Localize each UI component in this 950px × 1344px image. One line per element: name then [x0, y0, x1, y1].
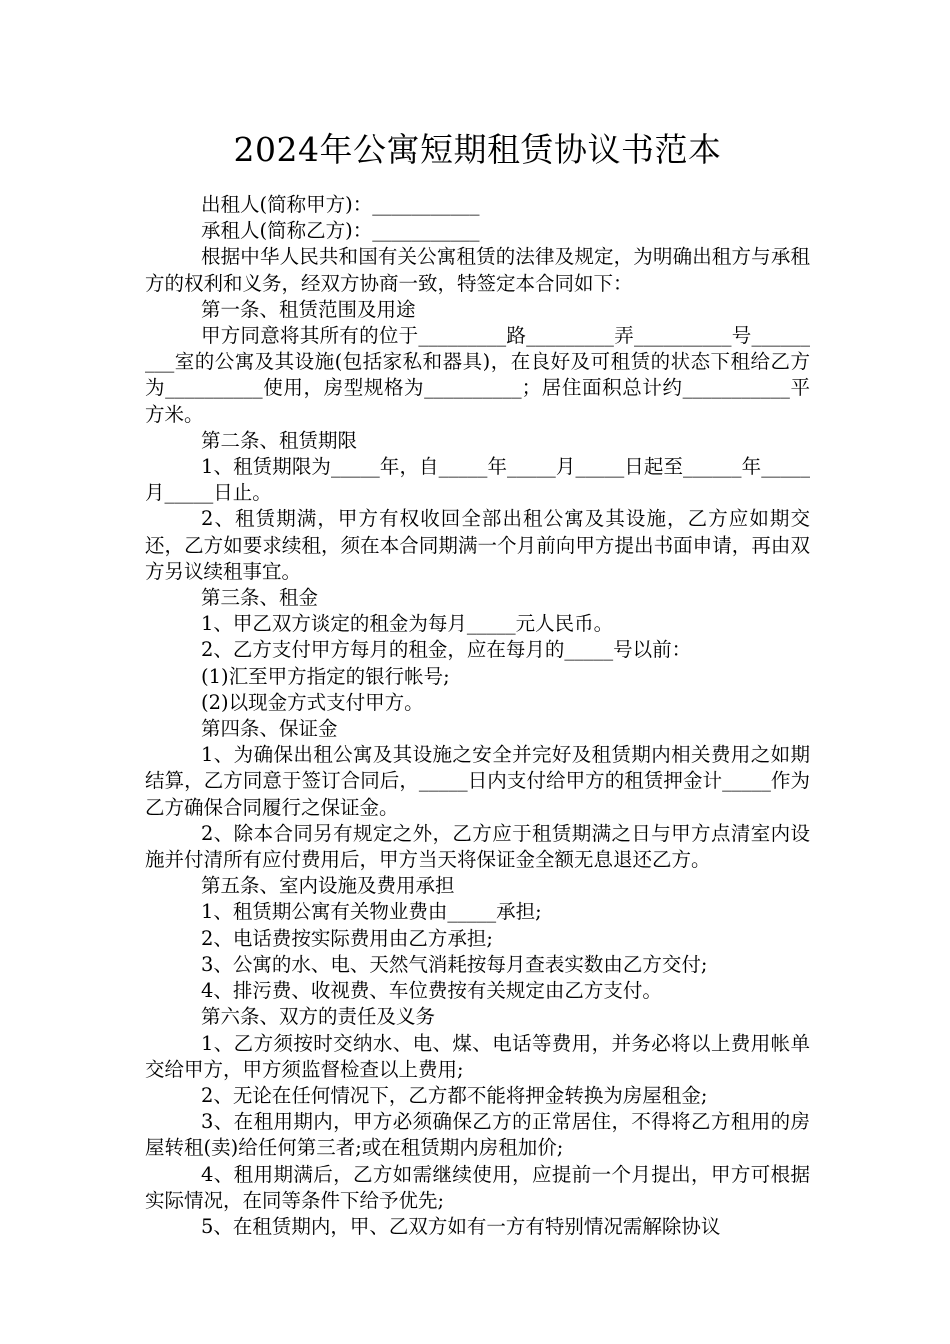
article-2-heading: 第二条、租赁期限 [201, 428, 358, 452]
article-6-clause-5: 5、在租赁期内，甲、乙双方如有一方有特别情况需解除协议 [201, 1214, 721, 1238]
article-6-clause-1: 1、乙方须按时交纳水、电、煤、电话等费用，并务必将以上费用帐单交给甲方，甲方须监督检查以上费用; [145, 1031, 810, 1081]
article-3-heading: 第三条、租金 [201, 586, 319, 610]
article-3-option-1: (1)汇至甲方指定的银行帐号; [201, 664, 450, 688]
document-body [145, 192, 810, 1240]
party-b-line: 承租人(简称乙方)：___________ [201, 219, 480, 243]
article-3-option-2: (2)以现金方式支付甲方。 [201, 690, 424, 714]
article-4-clause-2: 2、除本合同另有规定之外，乙方应于租赁期满之日与甲方点清室内设施并付清所有应付费用后，甲方当天将保证金全额无息退还乙方。 [145, 821, 810, 872]
document-title: 2024年公寓短期租赁协议书范本 [233, 130, 722, 169]
article-6-clause-2: 2、无论在任何情况下，乙方都不能将押金转换为房屋租金; [201, 1083, 708, 1107]
article-1-paragraph: 甲方同意将其所有的位于_________路_________弄__________号_________室的公寓及其设施(包括家私和器具)，在良好及可租赁的状态下租给乙方为__________使用，房型规格为__________；居住面积总计约___________平方米。 [145, 324, 810, 426]
article-6-clause-3: 3、在租用期内，甲方必须确保乙方的正常居住，不得将乙方租用的房屋转租(卖)给任何第三者;或在租赁期内房租加价; [145, 1110, 810, 1160]
article-3-clause-1: 1、甲乙双方谈定的租金为每月_____元人民币。 [201, 612, 614, 636]
article-5-clause-2: 2、电话费按实际费用由乙方承担; [201, 926, 493, 950]
article-4-clause-1: 1、为确保出租公寓及其设施之安全并完好及租赁期内相关费用之如期结算，乙方同意于签订合同后，_____日内支付给甲方的租赁押金计_____作为乙方确保合同履行之保证金。 [145, 743, 810, 819]
preamble-paragraph: 根据中华人民共和国有关公寓租赁的法律及规定，为明确出租方与承租方的权利和义务，经双方协商一致，特签定本合同如下： [145, 245, 810, 295]
article-2-clause-2: 2、租赁期满，甲方有权收回全部出租公寓及其设施，乙方应如期交还，乙方如要求续租，须在本合同期满一个月前向甲方提出书面申请，再由双方另议续租事宜。 [145, 507, 810, 583]
party-a-line: 出租人(简称甲方)：___________ [201, 193, 480, 216]
document-page [145, 120, 810, 1240]
article-5-heading: 第五条、室内设施及费用承担 [201, 874, 455, 898]
article-4-heading: 第四条、保证金 [201, 717, 338, 741]
article-6-heading: 第六条、双方的责任及义务 [201, 1005, 436, 1029]
article-1-heading: 第一条、租赁范围及用途 [201, 297, 416, 321]
article-5-clause-3: 3、公寓的水、电、天然气消耗按每月查表实数由乙方交付; [201, 952, 708, 976]
article-2-clause-1: 1、租赁期限为_____年，自_____年_____月_____日起至______年_____月_____日止。 [145, 455, 810, 505]
article-3-clause-2: 2、乙方支付甲方每月的租金，应在每月的_____号以前： [201, 638, 692, 662]
article-6-clause-4: 4、租用期满后，乙方如需继续使用，应提前一个月提出，甲方可根据实际情况，在同等条件下给予优先; [145, 1162, 810, 1212]
article-5-clause-1: 1、租赁期公寓有关物业费由_____承担; [201, 900, 542, 924]
article-5-clause-4: 4、排污费、收视费、车位费按有关规定由乙方支付。 [201, 979, 662, 1003]
